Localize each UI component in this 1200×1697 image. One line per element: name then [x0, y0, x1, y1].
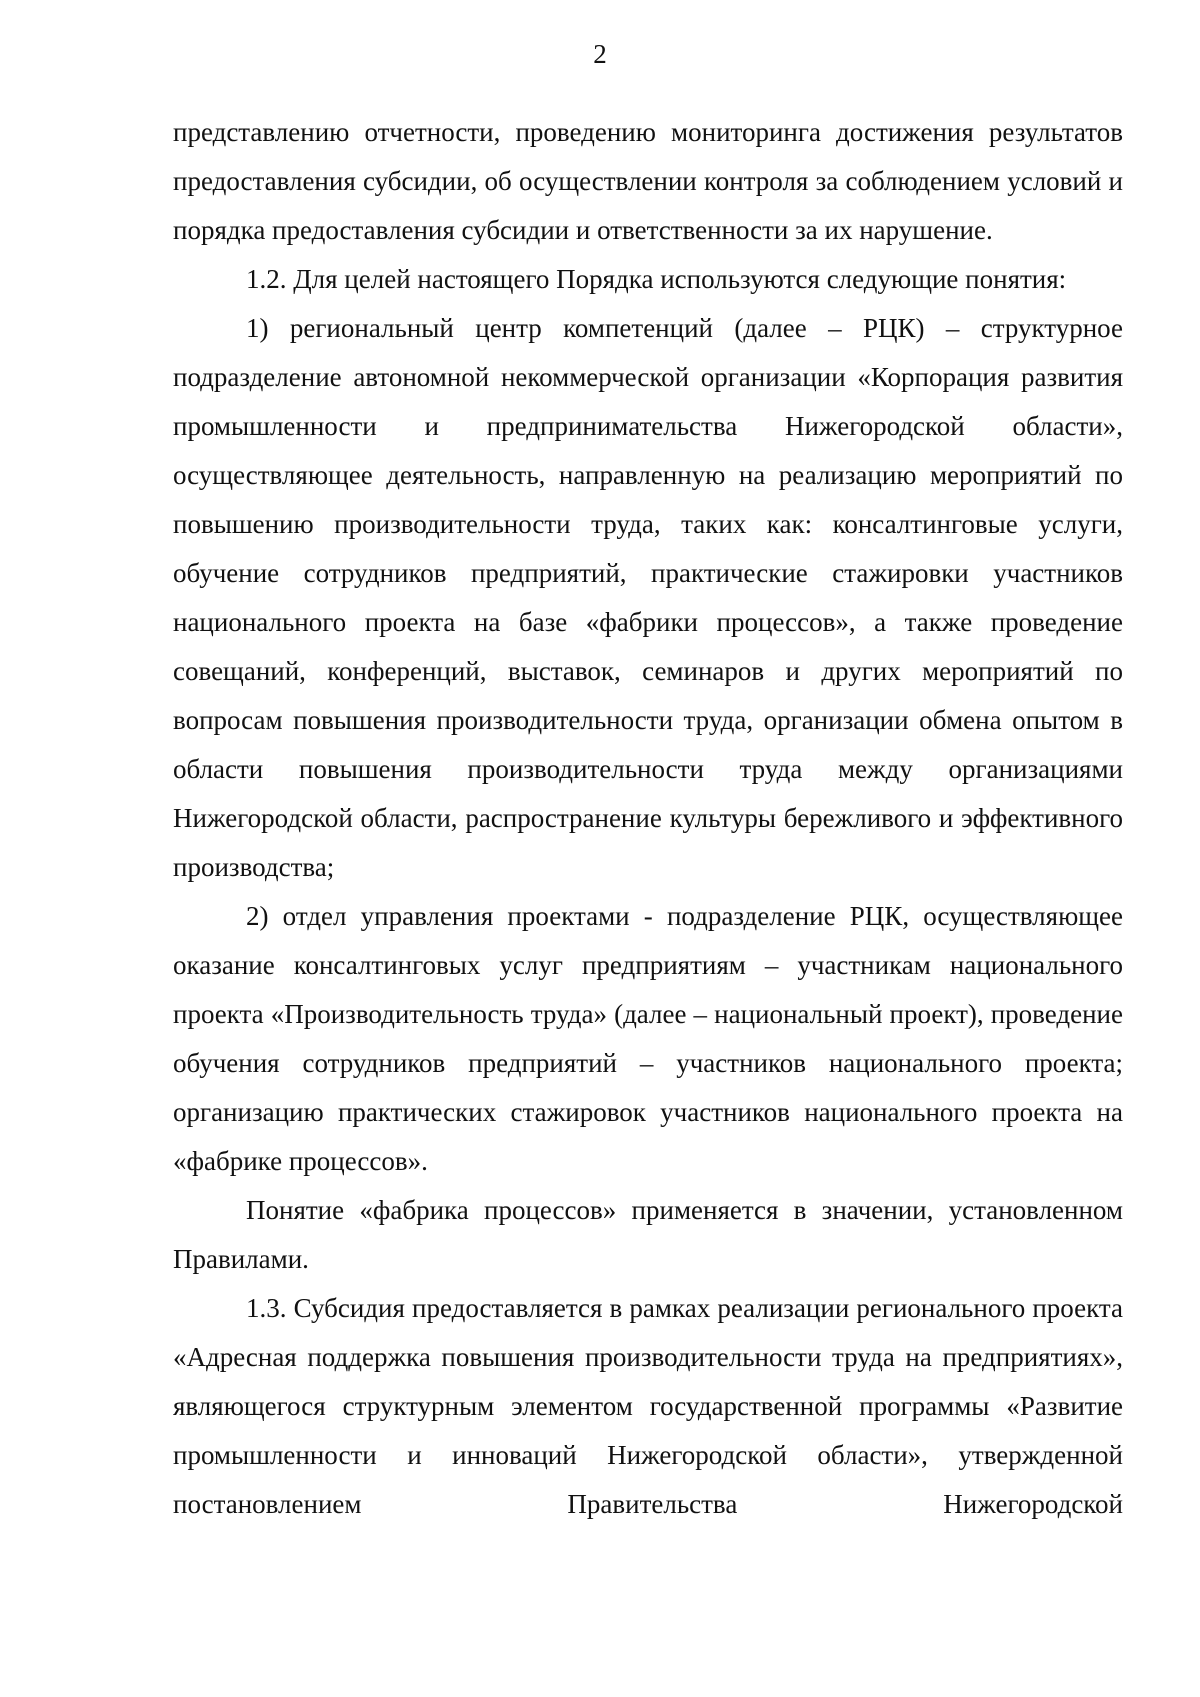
paragraph-item-1: 1) региональный центр компетенций (далее – РЦК) – структурное подразделение автономной некоммерческой организации «Корпорация развития промышленности и предпринимательства Нижегородской области», осуществляющее деятельность, направленную на реализацию мероприятий по повышению производительности труда, таких как: консалтинговые услуги, обучение сотрудников предприятий, практические стажировки участников национального проекта на базе «фабрики процессов», а также проведение совещаний, конференций, выставок, семинаров и других мероприятий по вопросам повышения производительности труда, организации обмена опытом в области повышения производительности труда между организациями Нижегородской области, распространение культуры бережливого и эффективного производства;: [173, 313, 1123, 882]
paragraph-1-3: 1.3. Субсидия предоставляется в рамках реализации регионального проекта «Адресная поддержка повышения производительности труда на предприятиях», являющегося структурным элементом государственной программы «Развитие промышленности и инноваций Нижегородской области», утвержденной постановлением Правительства Нижегородской: [173, 1293, 1123, 1519]
document-body: [173, 108, 1123, 1529]
paragraph-factory-definition: Понятие «фабрика процессов» применяется в значении, установленном Правилами.: [173, 1195, 1123, 1274]
page-number: 2: [593, 39, 607, 69]
paragraph-continuation: представлению отчетности, проведению мониторинга достижения результатов предоставления субсидии, об осуществлении контроля за соблюдением условий и порядка предоставления субсидии и ответственности за их нарушение.: [173, 117, 1123, 245]
paragraph-1-2: 1.2. Для целей настоящего Порядка используются следующие понятия:: [246, 264, 1067, 294]
paragraph-item-2: 2) отдел управления проектами - подразделение РЦК, осуществляющее оказание консалтинговых услуг предприятиям – участникам национального проекта «Производительность труда» (далее – национальный проект), проведение обучения сотрудников предприятий – участников национального проекта; организацию практических стажировок участников национального проекта на «фабрике процессов».: [173, 901, 1123, 1176]
